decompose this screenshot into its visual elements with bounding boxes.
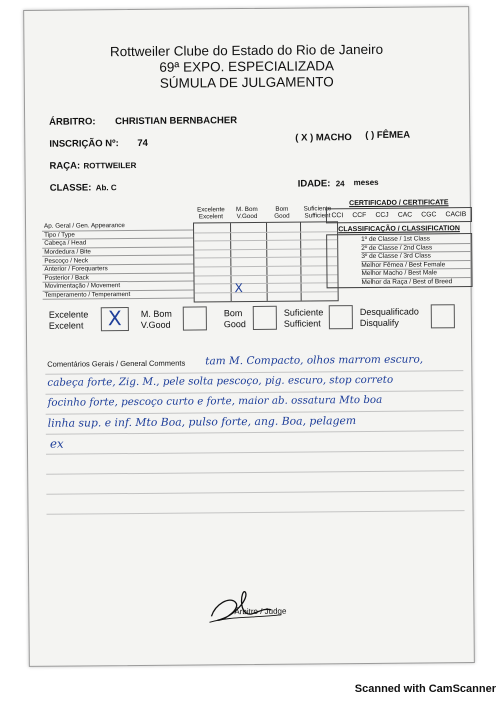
grade-mark-movement: X (234, 281, 243, 296)
grade-header-excelente: Excelente Excelent (197, 206, 225, 221)
class-option: 2º de Classe / 2nd Class (361, 244, 471, 253)
arbitro-value: CHRISTIAN BERNBACHER (115, 115, 238, 128)
cert-code: CCI (331, 212, 344, 220)
scanner-footer: Scanned with CamScanner (354, 683, 496, 695)
criterion-label: Ap. Geral / Gen. Appearance (42, 221, 193, 230)
expo-title: 69ª EXPO. ESPECIALIZADA (159, 58, 334, 75)
classe-label: CLASSE: (49, 182, 92, 194)
criterion-label: Tipo / Type (42, 230, 193, 240)
classification-title: CLASSIFICAÇÃO / CLASSIFICATION (338, 225, 460, 234)
classification-box (326, 233, 472, 288)
idade-unit: meses (353, 177, 379, 188)
overall-mbom-label: M. Bom V.Good (140, 308, 172, 330)
cert-code: CACIB (445, 211, 467, 219)
overall-suficiente-box (329, 305, 353, 329)
criterion-label: Posterior / Back (42, 273, 193, 283)
grading-grid (193, 221, 339, 302)
idade-label: IDADE: (297, 178, 331, 190)
sexo-macho: ( X ) MACHO (295, 132, 352, 144)
sheet-title: SÚMULA DE JULGAMENTO (159, 74, 334, 91)
comment-line: linha sup. e inf. Mto Boa, pulso forte, ang. Boa, pelagem (47, 414, 357, 430)
class-option: Melhor da Raça / Best of Breed (361, 277, 453, 286)
comment-line: cabeça forte, Zig. M., pele solta pescoço, pig. escuro, stop correto (47, 373, 394, 389)
cert-code: CCF (352, 211, 367, 220)
judging-sheet (23, 6, 475, 667)
classe-value: Ab. C (95, 183, 117, 193)
overall-bom-box (253, 306, 277, 330)
certificate-section (326, 199, 473, 288)
cert-code: CAC (397, 211, 413, 219)
sexo-femea: ( ) FÊMEA (365, 129, 411, 141)
criterion-label: Temperamento / Temperament (43, 290, 194, 300)
class-option: Melhor Macho / Best Male (361, 269, 471, 278)
raca-value: ROTTWEILER (83, 160, 137, 171)
criterion-label: Anterior / Forequarters (42, 264, 193, 274)
grade-header-suficiente: Suficiente Sufficient (303, 205, 332, 220)
cert-code: CGC (421, 211, 437, 219)
criterion-label: Movimentação / Movement (43, 281, 194, 291)
criteria-list (42, 221, 194, 300)
idade-value: 24 (335, 179, 345, 189)
criterion-label: Cabeça / Head (42, 238, 193, 248)
grade-header-bom: Bom Good (274, 205, 290, 220)
club-name: Rottweiler Clube do Estado do Rio de Janeiro (109, 41, 384, 60)
overall-suficiente-label: Suficiente Sufficient (283, 307, 324, 329)
overall-mark: X (107, 306, 122, 331)
cert-code: CCJ (375, 211, 389, 219)
comment-line: tam M. Compacto, olhos marrom escuro, (205, 353, 424, 368)
criterion-label: Mordedura / Bite (42, 247, 193, 257)
comment-line: focinho forte, pescoço curto e forte, maior ab. ossatura Mto boa (47, 393, 383, 409)
certificate-codes (326, 207, 472, 223)
judge-label: Árbitro / Judge (234, 606, 287, 617)
overall-bom-label: Bom Good (223, 308, 246, 330)
arbitro-label: ÁRBITRO: (49, 116, 96, 128)
comments-label: Comentários Gerais / General Comments (47, 358, 186, 369)
inscricao-label: INSCRIÇÃO Nº: (49, 138, 119, 150)
overall-excelente-label: Excelente Excelent (48, 309, 89, 331)
grade-header-mbom: M. Bom V.Good (236, 205, 258, 221)
comment-line: ex (49, 436, 64, 451)
overall-excelente-box (101, 307, 129, 331)
overall-mbom-box (183, 306, 207, 330)
criterion-label: Pescoço / Neck (42, 255, 193, 265)
inscricao-value: 74 (137, 137, 148, 149)
class-option: Melhor Fêmea / Best Female (361, 261, 471, 270)
overall-desq-box (431, 304, 455, 328)
certificate-title: CERTIFICADO / CERTIFICATE (349, 199, 449, 208)
class-option: 1º de Classe / 1st Class (361, 235, 471, 244)
raca-label: RAÇA: (49, 160, 81, 172)
class-option: 3º de Classe / 3rd Class (361, 252, 471, 261)
overall-desq-label: Desqualificado Disqualify (359, 306, 419, 329)
